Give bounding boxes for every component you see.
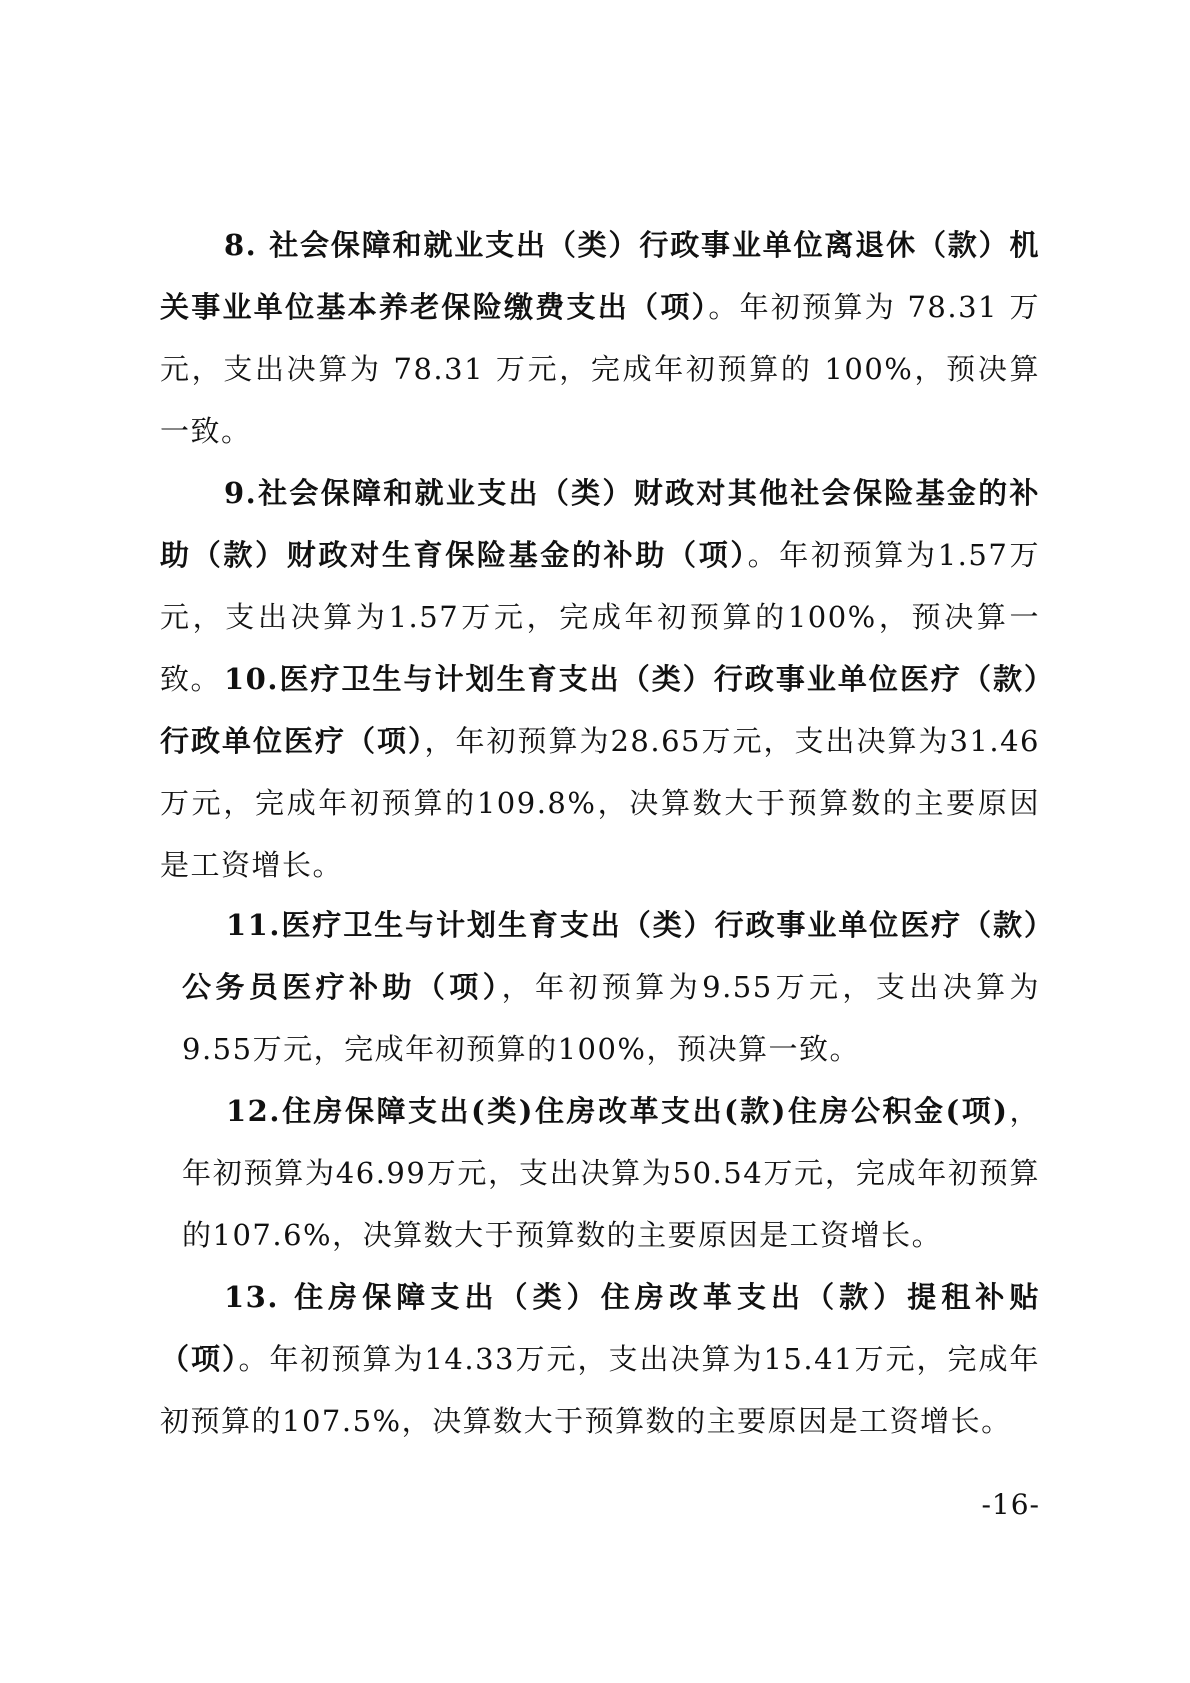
paragraph-item-10 <box>160 648 1040 896</box>
paragraph-body: ，年初预算为28.65万元，支出决算为31.46万元，完成年初预算的109.8%，决算数大于预算数的主要原因是工资增长。 <box>160 724 1040 882</box>
paragraph-body: 。年初预算为 78.31 万元，支出决算为 78.31 万元，完成年初预算的 100%，预决算一致。 <box>160 290 1040 448</box>
paragraph-heading: 12.住房保障支出(类)住房改革支出(款)住房公积金(项) <box>226 1094 1009 1128</box>
paragraph-heading: 9.社会保障和就业支出（类）财政对其他社会保险基金的补助（款）财政对生育保险基金的补助（项） <box>160 476 1040 572</box>
page-number: -16- <box>981 1488 1040 1521</box>
paragraph-body: ，年初预算为9.55万元，支出决算为9.55万元，完成年初预算的100%，预决算一致。 <box>182 970 1040 1066</box>
paragraph-heading: 10.医疗卫生与计划生育支出（类）行政事业单位医疗（款）行政单位医疗（项） <box>160 662 1040 758</box>
paragraph-body: 。年初预算为1.57万元，支出决算为1.57万元，完成年初预算的100%，预决算一致。 <box>160 538 1040 696</box>
paragraph-heading: 13. 住房保障支出（类）住房改革支出（款）提租补贴（项） <box>160 1280 1040 1376</box>
paragraph-item-8 <box>160 214 1040 462</box>
paragraph-heading: 8. 社会保障和就业支出（类）行政事业单位离退休（款）机关事业单位基本养老保险缴费支出（项） <box>160 228 1040 324</box>
paragraph-body: 。年初预算为14.33万元，支出决算为15.41万元，完成年初预算的107.5%，决算数大于预算数的主要原因是工资增长。 <box>160 1342 1040 1438</box>
paragraph-item-12 <box>182 1080 1040 1266</box>
paragraph-item-11 <box>182 894 1040 1080</box>
paragraph-item-13 <box>160 1266 1040 1452</box>
paragraph-body: ，年初预算为46.99万元，支出决算为50.54万元，完成年初预算的107.6%，决算数大于预算数的主要原因是工资增长。 <box>182 1094 1040 1252</box>
paragraph-heading: 11.医疗卫生与计划生育支出（类）行政事业单位医疗（款）公务员医疗补助（项） <box>182 908 1040 1004</box>
